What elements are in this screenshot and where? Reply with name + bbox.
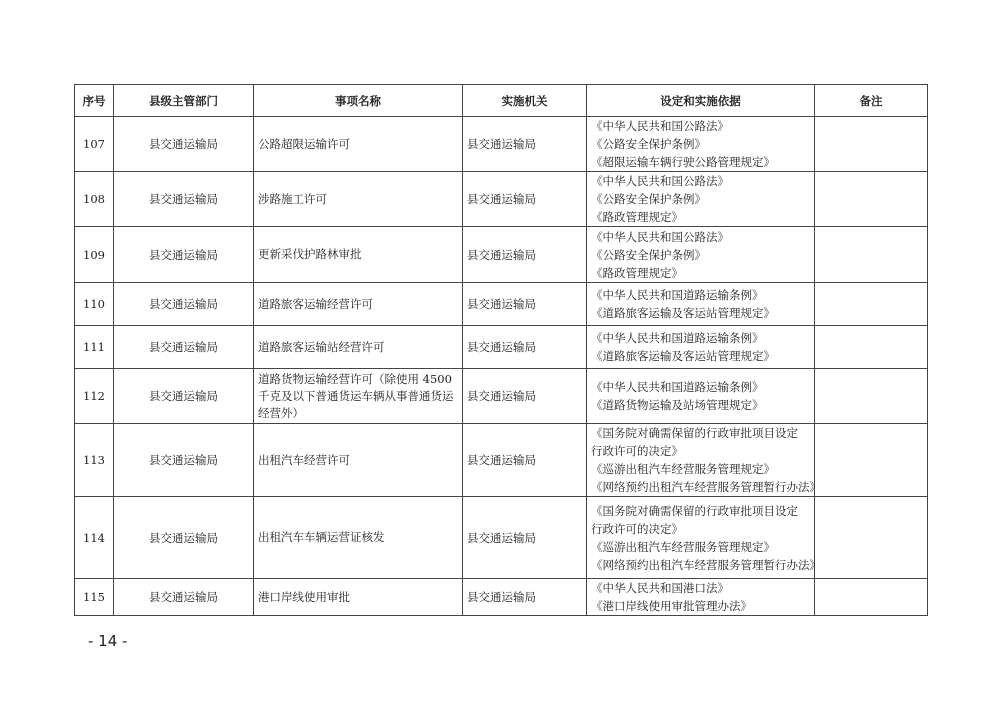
row-item-name: 出租汽车经营许可 [254, 424, 463, 497]
row-note [815, 283, 928, 326]
basis-line: 《公路安全保护条例》 [591, 137, 706, 151]
row-dept: 县交通运输局 [114, 369, 254, 424]
row-number: 109 [75, 227, 114, 283]
row-note [815, 117, 928, 172]
basis-line: 《道路旅客运输及客运站管理规定》 [591, 306, 775, 320]
row-item-name: 公路超限运输许可 [254, 117, 463, 172]
row-number: 114 [75, 497, 114, 579]
row-org: 县交通运输局 [463, 497, 587, 579]
row-dept: 县交通运输局 [114, 283, 254, 326]
header-basis: 设定和实施依据 [587, 85, 815, 117]
header-dept: 县级主管部门 [114, 85, 254, 117]
row-note [815, 497, 928, 579]
row-org: 县交通运输局 [463, 579, 587, 616]
row-basis [587, 326, 815, 369]
row-dept: 县交通运输局 [114, 172, 254, 227]
row-number: 113 [75, 424, 114, 497]
basis-line: 《路政管理规定》 [591, 265, 683, 280]
row-basis [587, 369, 815, 424]
table-row [75, 579, 928, 616]
table-row [75, 326, 928, 369]
row-note [815, 424, 928, 497]
basis-line: 《巡游出租汽车经营服务管理规定》 [591, 539, 775, 554]
basis-line: 《国务院对确需保留的行政审批项目设定 [591, 426, 798, 440]
row-item-name: 道路旅客运输站经营许可 [254, 326, 463, 369]
basis-line: 《国务院对确需保留的行政审批项目设定 [591, 503, 798, 518]
row-basis [587, 172, 815, 227]
row-number: 107 [75, 117, 114, 172]
basis-line: 《中华人民共和国道路运输条例》 [591, 380, 764, 394]
row-basis [587, 424, 821, 497]
row-basis [587, 497, 821, 579]
row-item-name: 更新采伐护路林审批 [254, 227, 463, 283]
basis-line: 《网络预约出租汽车经营服务管理暂行办法》 [591, 557, 821, 572]
table-header-row [75, 85, 928, 117]
basis-line: 《网络预约出租汽车经营服务管理暂行办法》 [591, 480, 821, 494]
row-dept: 县交通运输局 [114, 326, 254, 369]
basis-line: 《道路旅客运输及客运站管理规定》 [591, 349, 775, 363]
row-note [815, 579, 928, 616]
row-dept: 县交通运输局 [114, 424, 254, 497]
row-basis [587, 117, 815, 172]
row-number: 115 [75, 579, 114, 616]
header-no: 序号 [75, 85, 114, 117]
basis-line: 行政许可的决定》 [591, 521, 683, 536]
basis-line: 《中华人民共和国道路运输条例》 [591, 288, 764, 302]
row-basis [587, 579, 815, 616]
basis-line: 《中华人民共和国港口法》 [591, 581, 729, 595]
basis-line: 行政许可的决定》 [591, 444, 683, 458]
table-row [75, 172, 928, 227]
row-dept: 县交通运输局 [114, 117, 254, 172]
row-org: 县交通运输局 [463, 227, 587, 283]
table-row [75, 117, 928, 172]
row-org: 县交通运输局 [463, 424, 587, 497]
basis-line: 《中华人民共和国公路法》 [591, 174, 729, 188]
row-item-name: 出租汽车车辆运营证核发 [254, 497, 463, 579]
basis-line: 《中华人民共和国公路法》 [591, 229, 729, 244]
row-org: 县交通运输局 [463, 117, 587, 172]
basis-line: 《路政管理规定》 [591, 210, 683, 224]
row-org: 县交通运输局 [463, 326, 587, 369]
basis-line: 《道路货物运输及站场管理规定》 [591, 398, 764, 412]
basis-line: 《公路安全保护条例》 [591, 192, 706, 206]
row-dept: 县交通运输局 [114, 227, 254, 283]
items-table [74, 84, 928, 616]
table-row [75, 424, 928, 497]
page-number: - 14 - [88, 632, 128, 650]
basis-line: 《中华人民共和国道路运输条例》 [591, 331, 764, 345]
row-note [815, 227, 928, 283]
row-basis [587, 283, 815, 326]
row-item-name: 涉路施工许可 [254, 172, 463, 227]
row-item-name: 道路旅客运输经营许可 [254, 283, 463, 326]
basis-line: 《中华人民共和国公路法》 [591, 119, 729, 133]
row-item-name: 港口岸线使用审批 [254, 579, 463, 616]
table-row [75, 283, 928, 326]
header-note: 备注 [815, 85, 928, 117]
row-number: 112 [75, 369, 114, 424]
row-note [815, 172, 928, 227]
basis-line: 《港口岸线使用审批管理办法》 [591, 599, 752, 613]
row-org: 县交通运输局 [463, 283, 587, 326]
row-dept: 县交通运输局 [114, 497, 254, 579]
basis-line: 《超限运输车辆行驶公路管理规定》 [591, 155, 775, 169]
row-org: 县交通运输局 [463, 369, 587, 424]
table-row [75, 497, 928, 579]
row-org: 县交通运输局 [463, 172, 587, 227]
table-row [75, 227, 928, 283]
header-name: 事项名称 [254, 85, 463, 117]
row-note [815, 369, 928, 424]
row-note [815, 326, 928, 369]
basis-line: 《公路安全保护条例》 [591, 247, 706, 262]
basis-line: 《巡游出租汽车经营服务管理规定》 [591, 462, 775, 476]
row-dept: 县交通运输局 [114, 579, 254, 616]
row-number: 108 [75, 172, 114, 227]
row-item-name: 道路货物运输经营许可（除使用 4500 千克及以下普通货运车辆从事普通货运经营外） [254, 369, 463, 424]
row-number: 110 [75, 283, 114, 326]
row-number: 111 [75, 326, 114, 369]
row-basis [587, 227, 815, 283]
table-row [75, 369, 928, 424]
header-org: 实施机关 [463, 85, 587, 117]
